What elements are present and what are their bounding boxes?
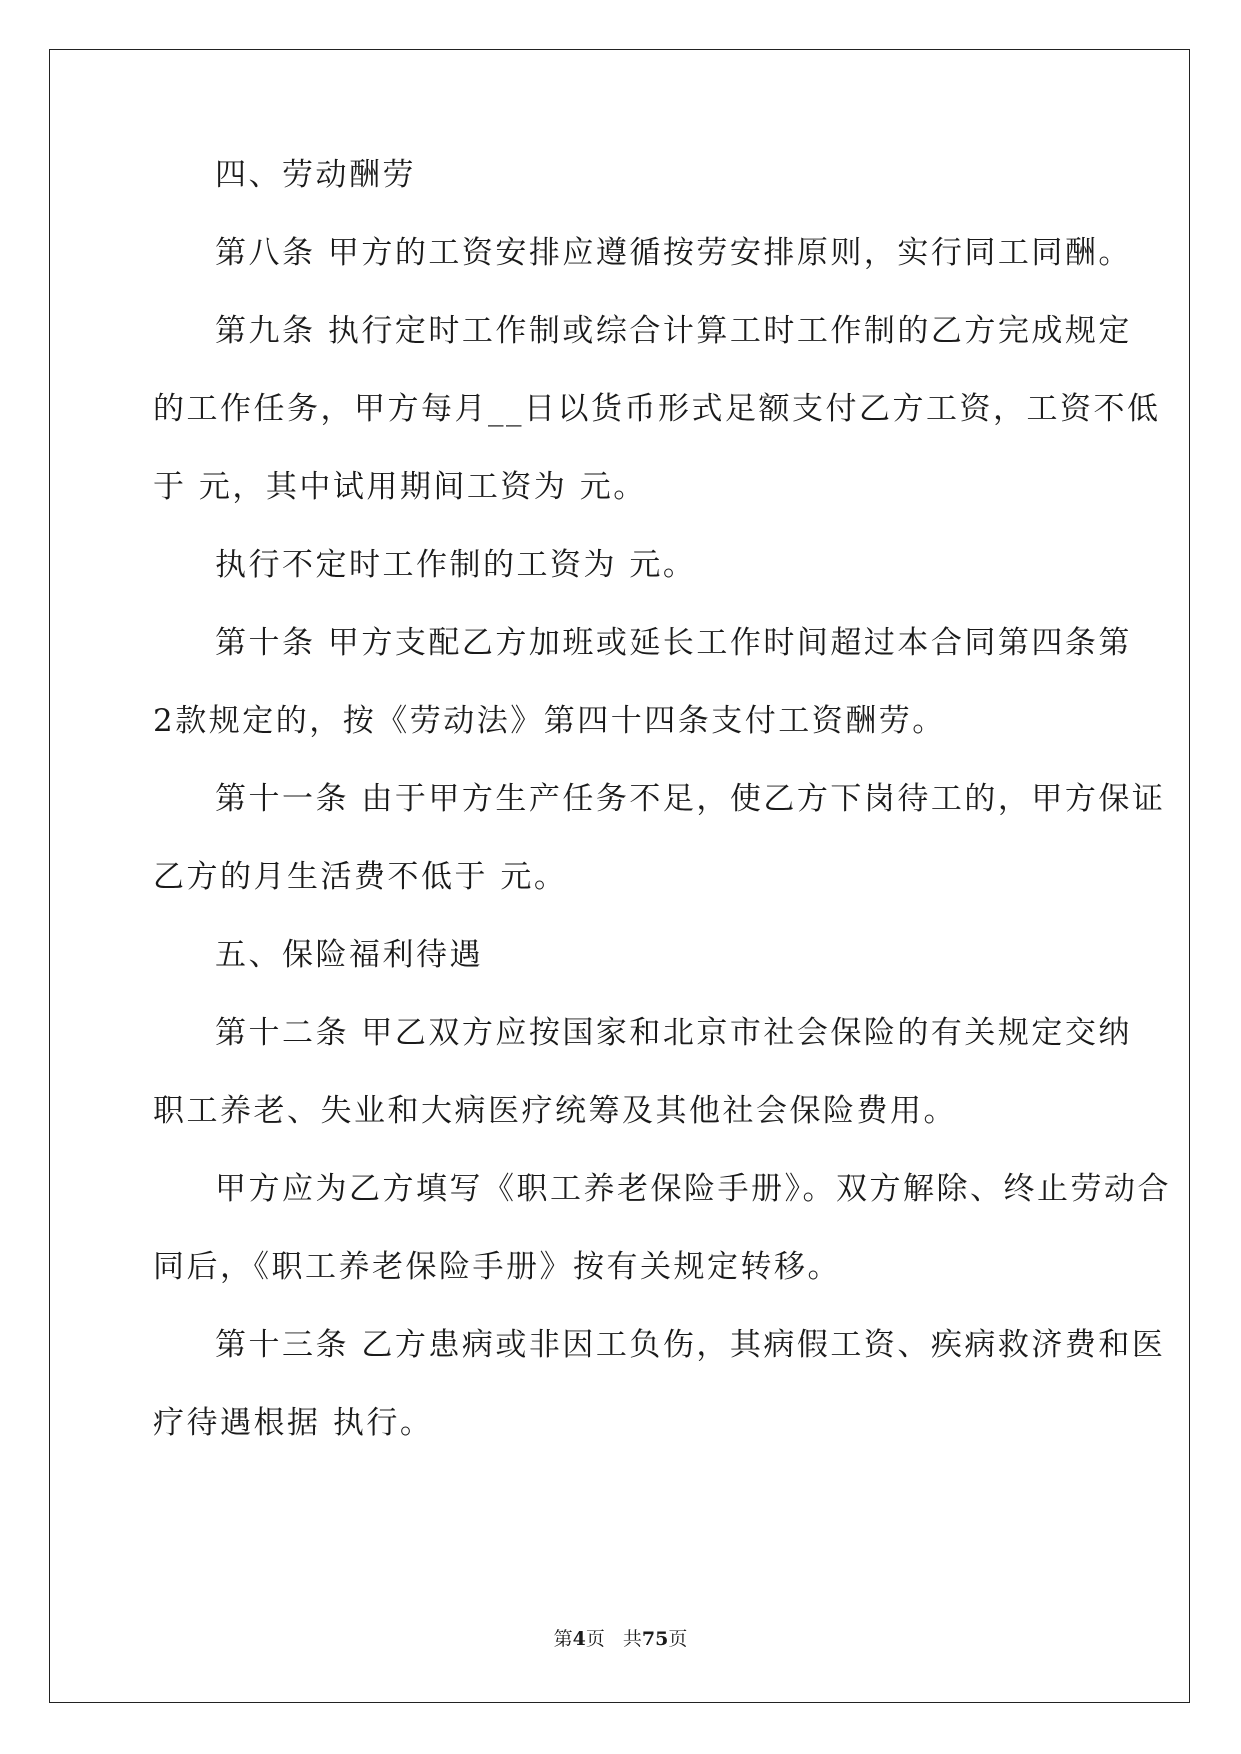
pension-handbook-line-2: 同后，《职工养老保险手册》按有关规定转移。 [153, 1249, 841, 1285]
pension-handbook-line-1: 甲方应为乙方填写《职工养老保险手册》。双方解除、终止劳动合 [215, 1171, 1171, 1207]
article-9-line-3: 于 元，其中试用期间工资为 元。 [153, 469, 647, 505]
article-12-line-2: 职工养老、失业和大病医疗统筹及其他社会保险费用。 [153, 1093, 957, 1129]
page-number: 4 [572, 1628, 586, 1650]
article-13-line-2: 疗待遇根据 执行。 [153, 1405, 434, 1441]
page-prefix: 第 [553, 1628, 573, 1650]
article-11-line-2: 乙方的月生活费不低于 元。 [153, 859, 568, 895]
page-footer [0, 1627, 1241, 1651]
article-11-line-1: 第十一条 由于甲方生产任务不足，使乙方下岗待工的，甲方保证 [215, 781, 1166, 817]
total-suffix: 页 [668, 1628, 688, 1650]
total-pages: 75 [641, 1628, 669, 1650]
article-12-line-1: 第十二条 甲乙双方应按国家和北京市社会保险的有关规定交纳 [215, 1015, 1132, 1051]
article-9-line-2: 的工作任务，甲方每月__日以货币形式足额支付乙方工资，工资不低 [153, 391, 1161, 427]
flexible-hours-wage: 执行不定时工作制的工资为 元。 [215, 547, 697, 583]
page-suffix: 页 [585, 1628, 605, 1650]
article-10-line-1: 第十条 甲方支配乙方加班或延长工作时间超过本合同第四条第 [215, 625, 1132, 661]
article-10-line-2: 2款规定的，按《劳动法》第四十四条支付工资酬劳。 [153, 703, 946, 739]
section-heading-4: 四、劳动酬劳 [215, 157, 416, 193]
total-prefix: 共 [622, 1628, 642, 1650]
article-8: 第八条 甲方的工资安排应遵循按劳安排原则，实行同工同酬。 [215, 235, 1132, 271]
article-13-line-1: 第十三条 乙方患病或非因工负伤，其病假工资、疾病救济费和医 [215, 1327, 1166, 1363]
article-9-line-1: 第九条 执行定时工作制或综合计算工时工作制的乙方完成规定 [215, 313, 1132, 349]
section-heading-5: 五、保险福利待遇 [215, 937, 483, 973]
